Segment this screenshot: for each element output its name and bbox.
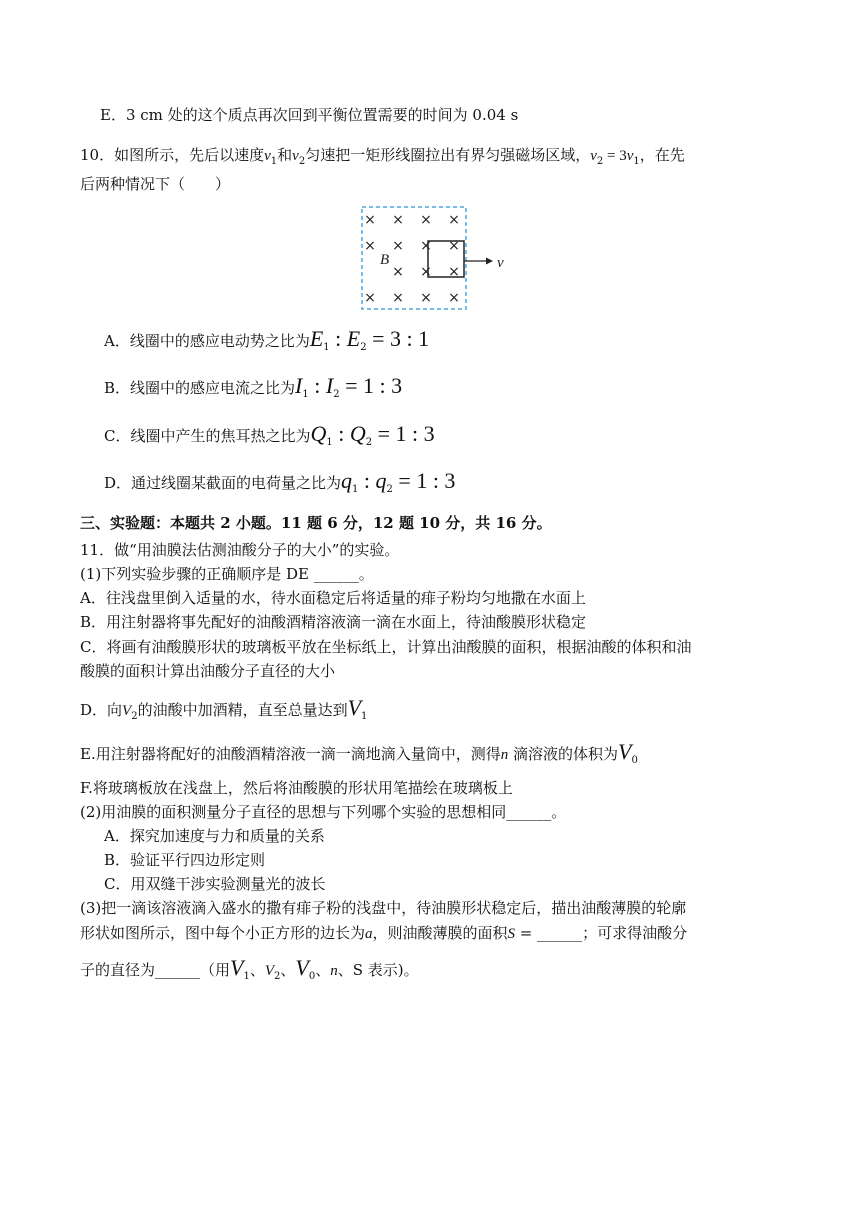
field-crosses bbox=[364, 212, 460, 306]
q11-part1: (1)下列实验步骤的正确顺序是 DE ______。 bbox=[80, 565, 374, 583]
field-cross: × bbox=[364, 212, 376, 228]
section-3-heading: 三、实验题：本题共 2 小题。11 题 6 分，12 题 10 分，共 16 分。 bbox=[80, 514, 552, 532]
q11-step-b: B．用注射器将事先配好的油酸酒精溶液滴一滴在水面上，待油酸膜形状稳定 bbox=[80, 613, 587, 631]
relation-rhs-sub: 1 bbox=[633, 156, 640, 167]
q10-option-b: B．线圈中的感应电流之比为$I_1$ : $I_2 = 1$ : 3 bbox=[104, 373, 403, 400]
field-cross: × bbox=[448, 290, 460, 306]
q11-part2-option-a: A．探究加速度与力和质量的关系 bbox=[104, 827, 325, 845]
a-symbol: a bbox=[365, 926, 373, 942]
field-cross: × bbox=[420, 290, 432, 306]
q11-part2-option-b: B．验证平行四边形定则 bbox=[104, 851, 266, 869]
q10-option-a: A．线圈中的感应电动势之比为$E_1$ : $E_2 = 3$ : 1 bbox=[104, 326, 430, 353]
q11-part3-line1: (3)把一滴该溶液滴入盛水的撒有痱子粉的浅盘中，待油膜形状稳定后，描出油酸薄膜的轮廓 bbox=[80, 899, 687, 917]
q10-option-c: C．线圈中产生的焦耳热之比为$Q_1$ : $Q_2 = 1$ : 3 bbox=[104, 421, 435, 448]
s-symbol: S bbox=[507, 926, 516, 942]
relation-eq: = 3 bbox=[603, 148, 627, 164]
field-cross: × bbox=[364, 238, 376, 254]
field-cross: × bbox=[392, 290, 404, 306]
v2-subscript: 2 bbox=[298, 156, 306, 167]
q9-option-e: E．3 cm 处的这个质点再次回到平衡位置需要的时间为 0.04 s bbox=[100, 106, 519, 124]
q11-step-c-line1: C．将画有油酸膜形状的玻璃板平放在坐标纸上，计算出油酸膜的面积，根据油酸的体积和油 bbox=[80, 638, 692, 656]
q11-step-f: F.将玻璃板放在浅盘上，然后将油酸膜的形状用笔描绘在玻璃板上 bbox=[80, 779, 513, 797]
relation-lhs-sub: 2 bbox=[596, 156, 604, 167]
q10-stem-line2: 后两种情况下（ ） bbox=[80, 175, 231, 193]
relation-rhs: v bbox=[626, 148, 634, 164]
field-cross: × bbox=[448, 212, 460, 228]
field-cross: × bbox=[448, 264, 460, 280]
q11-step-a: A．往浅盘里倒入适量的水，待水面稳定后将适量的痱子粉均匀地撒在水面上 bbox=[80, 589, 586, 607]
q10-stem-d: ，在先 bbox=[639, 146, 685, 164]
field-cross: × bbox=[364, 290, 376, 306]
n-symbol: n bbox=[330, 963, 338, 979]
relation-lhs: v bbox=[590, 148, 597, 164]
q10-stem bbox=[80, 144, 685, 169]
field-cross: × bbox=[392, 238, 404, 254]
field-label-b: B bbox=[380, 252, 390, 268]
v0-symbol: V bbox=[618, 739, 632, 764]
q11-step-e: E.用注射器将配好的油酸酒精溶液一滴一滴地滴入量筒中，测得n 滴溶液的体积为$V_0$ bbox=[80, 739, 638, 766]
q11-stem: 11．做“用油膜法估测油酸分子的大小”的实验。 bbox=[80, 541, 400, 559]
field-cross: × bbox=[420, 264, 432, 280]
q10-option-d: D．通过线圈某截面的电荷量之比为$q_1$ : $q_2 = 1$ : 3 bbox=[104, 468, 456, 495]
q11-part3-line3: 子的直径为______（用$V_1$、$V_2$、$V_0$、n、S 表示)。 bbox=[80, 955, 419, 982]
velocity-arrowhead bbox=[486, 258, 493, 265]
q11-step-c-line2: 酸膜的面积计算出油酸分子直径的大小 bbox=[80, 662, 336, 680]
field-cross: × bbox=[392, 212, 404, 228]
field-cross: × bbox=[392, 264, 404, 280]
n-symbol: n bbox=[500, 747, 509, 763]
v2-symbol: V bbox=[264, 963, 275, 979]
v0-symbol: V bbox=[295, 955, 309, 980]
q11-step-d: D．向$V_2$的油酸中加酒精，直至总量达到$V_1$ bbox=[80, 695, 368, 722]
v1-symbol: V bbox=[230, 955, 244, 980]
v2-symbol: v bbox=[292, 148, 299, 164]
v1-symbol: V bbox=[347, 695, 362, 720]
magnetic-field-figure bbox=[360, 205, 510, 313]
v1-subscript: 1 bbox=[270, 156, 278, 167]
velocity-label: v bbox=[497, 255, 504, 271]
q11-part2: (2)用油膜的面积测量分子直径的思想与下列哪个实验的思想相同______。 bbox=[80, 803, 567, 821]
q11-part3-line2: 形状如图所示，图中每个小正方形的边长为a，则油酸薄膜的面积S = ______；可求得油酸分 bbox=[80, 924, 688, 942]
field-cross: × bbox=[420, 238, 432, 254]
v2-symbol: V bbox=[122, 703, 132, 719]
v1-symbol: v bbox=[264, 148, 271, 164]
field-cross: × bbox=[448, 238, 460, 254]
q11-part2-option-c: C．用双缝干涉实验测量光的波长 bbox=[104, 875, 326, 893]
field-cross: × bbox=[420, 212, 432, 228]
q10-stem-c: 匀速把一矩形线圈拉出有界匀强磁场区域， bbox=[305, 146, 591, 164]
q10-stem-a: 10．如图所示，先后以速度 bbox=[80, 146, 265, 164]
q10-stem-b: 和 bbox=[277, 146, 293, 164]
